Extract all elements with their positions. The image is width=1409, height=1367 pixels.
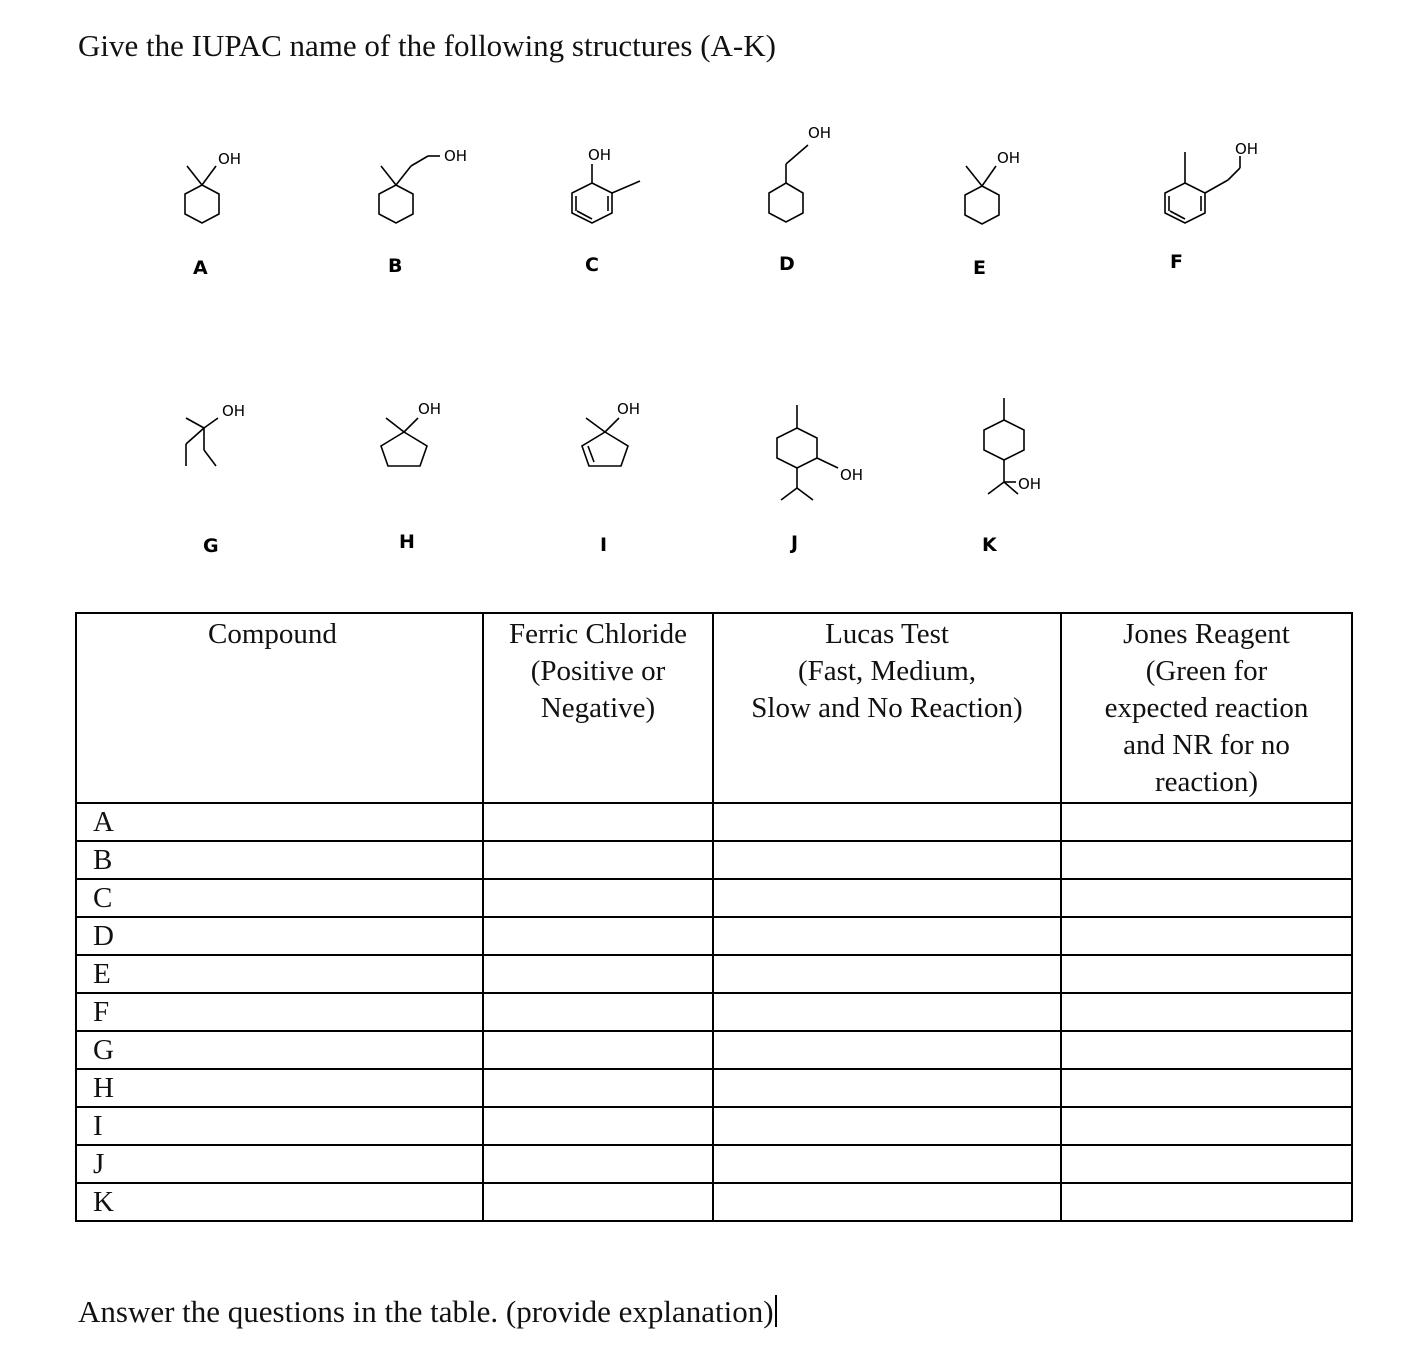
- header-line: reaction): [1154, 766, 1259, 798]
- header-line: (Fast, Medium,: [797, 655, 977, 687]
- structure-h: [381, 400, 441, 553]
- jones-reagent-cell[interactable]: [1061, 955, 1352, 993]
- jones-reagent-cell[interactable]: [1061, 879, 1352, 917]
- lucas-test-cell[interactable]: [713, 1031, 1061, 1069]
- row-label: A: [76, 803, 483, 841]
- jones-reagent-cell[interactable]: [1061, 1107, 1352, 1145]
- structure-label-a: A: [193, 257, 208, 279]
- header-jones-reagent: [1061, 613, 1352, 803]
- table-header-row: [76, 613, 1352, 803]
- jones-reagent-cell[interactable]: [1061, 917, 1352, 955]
- table-row: [76, 879, 1352, 917]
- structures-figure: [0, 0, 1409, 600]
- structure-a: [185, 150, 241, 279]
- row-label: H: [76, 1069, 483, 1107]
- lucas-test-cell[interactable]: [713, 993, 1061, 1031]
- row-label: G: [76, 1031, 483, 1069]
- ferric-chloride-cell[interactable]: [483, 993, 713, 1031]
- lucas-test-cell[interactable]: [713, 1069, 1061, 1107]
- lucas-test-cell[interactable]: [713, 803, 1061, 841]
- table-row: [76, 841, 1352, 879]
- header-line: Compound: [208, 618, 337, 650]
- structure-c: [572, 146, 640, 276]
- header-compound: [76, 613, 483, 803]
- ferric-chloride-cell[interactable]: [483, 841, 713, 879]
- footer-text: Answer the questions in the table. (provide explanation): [78, 1294, 774, 1329]
- oh-label: OH: [218, 150, 242, 168]
- jones-reagent-cell[interactable]: [1061, 1145, 1352, 1183]
- oh-label: OH: [808, 124, 832, 142]
- table-row: [76, 1107, 1352, 1145]
- header-ferric-chloride: [483, 613, 713, 803]
- ferric-chloride-cell[interactable]: [483, 1069, 713, 1107]
- oh-label: OH: [444, 147, 468, 165]
- structure-label-f: F: [1170, 251, 1183, 273]
- ferric-chloride-cell[interactable]: [483, 917, 713, 955]
- structure-label-d: D: [779, 253, 795, 275]
- lucas-test-cell[interactable]: [713, 1107, 1061, 1145]
- instructions-footer: [78, 1294, 777, 1330]
- ferric-chloride-cell[interactable]: [483, 1031, 713, 1069]
- jones-reagent-cell[interactable]: [1061, 1183, 1352, 1221]
- lucas-test-cell[interactable]: [713, 841, 1061, 879]
- header-line: Jones Reagent: [1123, 618, 1290, 650]
- table-row: [76, 955, 1352, 993]
- header-line: and NR for no: [1123, 729, 1290, 761]
- ferric-chloride-cell[interactable]: [483, 803, 713, 841]
- ferric-chloride-cell[interactable]: [483, 1145, 713, 1183]
- structure-label-b: B: [388, 255, 403, 277]
- header-line: (Positive or: [530, 655, 666, 687]
- oh-label: OH: [1018, 475, 1042, 493]
- jones-reagent-cell[interactable]: [1061, 803, 1352, 841]
- structure-label-k: K: [982, 534, 997, 556]
- oh-label: OH: [418, 400, 442, 418]
- oh-label: OH: [617, 400, 641, 418]
- oh-label: OH: [588, 146, 612, 164]
- oh-label: OH: [1235, 140, 1259, 158]
- structure-label-i: I: [600, 534, 608, 556]
- jones-reagent-cell[interactable]: [1061, 1069, 1352, 1107]
- structure-label-c: C: [585, 254, 599, 276]
- structure-g: [186, 402, 245, 557]
- row-label: E: [76, 955, 483, 993]
- header-line: expected reaction: [1104, 692, 1309, 724]
- structure-d: [769, 124, 831, 275]
- row-label: J: [76, 1145, 483, 1183]
- header-lucas-test: [713, 613, 1061, 803]
- row-label: K: [76, 1183, 483, 1221]
- text-cursor: [775, 1295, 777, 1327]
- structure-j: [777, 405, 863, 554]
- structure-k: [982, 398, 1041, 556]
- structure-label-g: G: [203, 535, 219, 557]
- structure-label-h: H: [399, 531, 415, 553]
- row-label: F: [76, 993, 483, 1031]
- table-row: [76, 1145, 1352, 1183]
- row-label: D: [76, 917, 483, 955]
- table-row: [76, 917, 1352, 955]
- structure-e: [965, 149, 1020, 279]
- row-label: B: [76, 841, 483, 879]
- lucas-test-cell[interactable]: [713, 1183, 1061, 1221]
- structure-label-e: E: [973, 257, 986, 279]
- jones-reagent-cell[interactable]: [1061, 841, 1352, 879]
- lucas-test-cell[interactable]: [713, 879, 1061, 917]
- jones-reagent-cell[interactable]: [1061, 993, 1352, 1031]
- ferric-chloride-cell[interactable]: [483, 879, 713, 917]
- jones-reagent-cell[interactable]: [1061, 1031, 1352, 1069]
- table-row: [76, 1031, 1352, 1069]
- header-line: Lucas Test: [825, 618, 949, 650]
- table-row: [76, 1069, 1352, 1107]
- lucas-test-cell[interactable]: [713, 1145, 1061, 1183]
- structure-label-j: J: [791, 532, 799, 554]
- lucas-test-cell[interactable]: [713, 955, 1061, 993]
- row-label: I: [76, 1107, 483, 1145]
- ferric-chloride-cell[interactable]: [483, 1183, 713, 1221]
- header-line: Ferric Chloride: [509, 618, 687, 650]
- answer-table: [75, 612, 1353, 1222]
- structure-i: [582, 400, 640, 556]
- header-line: (Green for: [1145, 655, 1268, 687]
- ferric-chloride-cell[interactable]: [483, 1107, 713, 1145]
- ferric-chloride-cell[interactable]: [483, 955, 713, 993]
- table-row: [76, 993, 1352, 1031]
- lucas-test-cell[interactable]: [713, 917, 1061, 955]
- page-title: Give the IUPAC name of the following structures (A-K): [78, 28, 776, 63]
- table-row: [76, 1183, 1352, 1221]
- oh-label: OH: [997, 149, 1021, 167]
- header-line: Slow and No Reaction): [751, 692, 1023, 724]
- row-label: C: [76, 879, 483, 917]
- oh-label: OH: [840, 466, 864, 484]
- structure-b: [379, 147, 467, 277]
- structure-f: [1165, 140, 1258, 273]
- oh-label: OH: [222, 402, 246, 420]
- header-line: Negative): [540, 692, 656, 724]
- table-row: [76, 803, 1352, 841]
